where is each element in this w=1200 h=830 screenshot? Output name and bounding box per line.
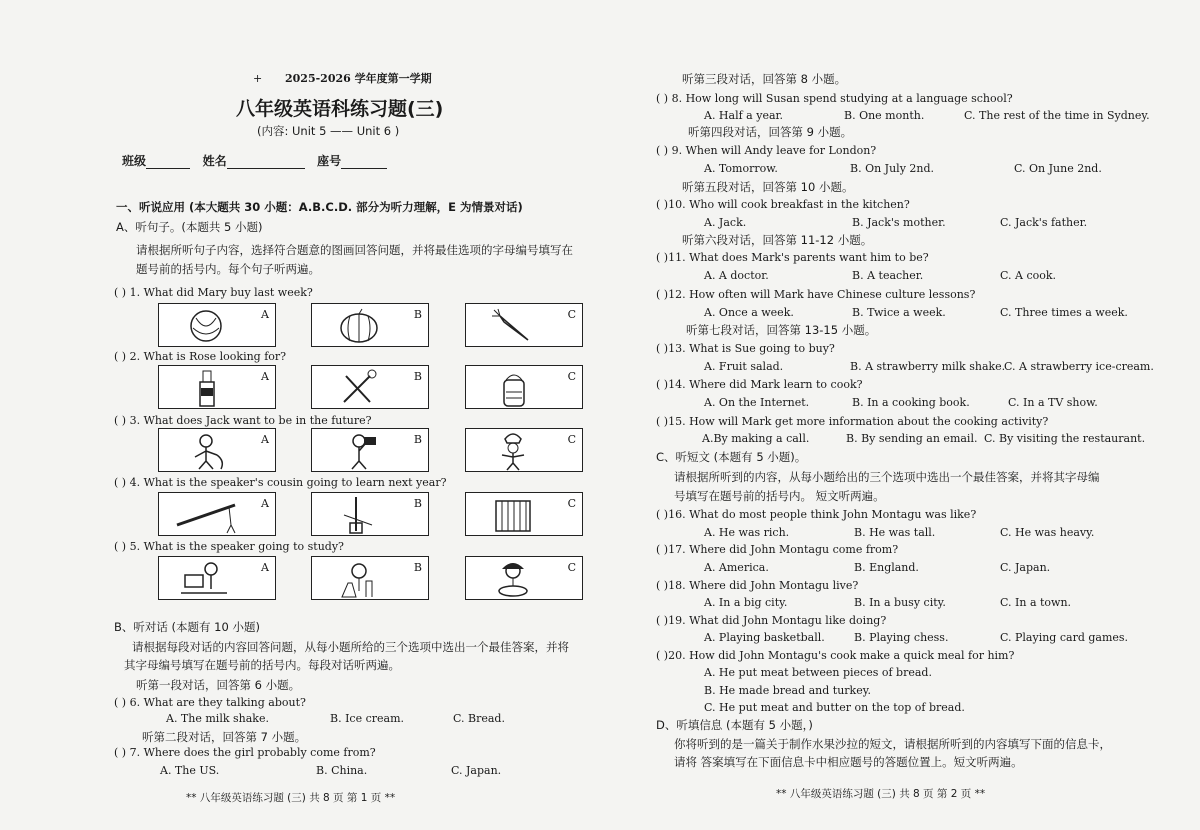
q2-option-c-box[interactable] (465, 365, 583, 409)
q1-option-c-box[interactable] (465, 303, 583, 347)
q7-option-a[interactable]: A. The US. (160, 764, 220, 777)
q10-option-a[interactable]: A. Jack. (704, 216, 747, 229)
q7-option-b[interactable]: B. China. (316, 764, 368, 777)
q18-option-a[interactable]: A. In a big city. (704, 596, 788, 609)
question-6: ( ) 6. What are they talking about? (114, 696, 306, 709)
option-letter: A (261, 497, 269, 510)
q11-option-c[interactable]: C. A cook. (1000, 269, 1057, 282)
class-label: 班级 (122, 154, 147, 168)
option-letter: B (413, 370, 422, 383)
q15-option-a[interactable]: A.By making a call. (702, 432, 810, 445)
q1-option-a-box[interactable] (158, 303, 276, 347)
q3-option-c-box[interactable] (465, 428, 583, 472)
spoon-fork-icon (334, 368, 384, 408)
q19-option-b[interactable]: B. Playing chess. (854, 631, 949, 644)
section-1-heading: 一、听说应用 (本大题共 30 小题：A.B.C.D. 部分为听力理解，E 为情景对话) (116, 200, 523, 214)
dialogue-1-note: 听第一段对话，回答第 6 小题。 (136, 678, 301, 692)
question-19: ( )19. What did John Montagu like doing? (656, 614, 887, 627)
question-8: ( ) 8. How long will Susan spend studying at a language school? (656, 92, 1013, 105)
right-page (600, 0, 1200, 830)
question-9: ( ) 9. When will Andy leave for London? (656, 144, 877, 157)
q14-option-a[interactable]: A. On the Internet. (704, 396, 810, 409)
cooking-girl-icon (488, 559, 538, 599)
q13-option-c[interactable]: C. A strawberry ice-cream. (1004, 360, 1154, 373)
q2-option-b-box[interactable] (311, 365, 429, 409)
option-letter: A (261, 561, 269, 574)
section-a-instructions-1: 请根据所听句子内容，选择符合题意的图画回答问题，并将最佳选项的字母编号填写在 (136, 243, 573, 257)
option-letter: C (567, 561, 576, 574)
section-a-heading: A、听句子。(本题共 5 小题) (116, 220, 263, 234)
q13-option-b[interactable]: B. A strawberry milk shake. (850, 360, 1006, 373)
student-info-row (122, 152, 387, 169)
question-14: ( )14. Where did Mark learn to cook? (656, 378, 863, 391)
option-letter: C (567, 370, 576, 383)
question-5: ( ) 5. What is the speaker going to study? (114, 540, 344, 553)
question-15: ( )15. How will Mark get more information about the cooking activity? (656, 415, 1049, 428)
q17-option-b[interactable]: B. England. (854, 561, 919, 574)
cabbage-icon (181, 306, 231, 346)
computer-student-icon (181, 559, 231, 599)
question-2: ( ) 2. What is Rose looking for? (114, 350, 287, 363)
q4-option-a-box[interactable] (158, 492, 276, 536)
question-17: ( )17. Where did John Montagu come from? (656, 543, 899, 556)
section-b-heading: B、听对话 (本题有 10 小题) (114, 620, 260, 634)
q17-option-a[interactable]: A. America. (704, 561, 769, 574)
erhu-icon (334, 495, 384, 535)
q16-option-b[interactable]: B. He was tall. (854, 526, 936, 539)
section-d-instructions-1: 你将听到的是一篇关于制作水果沙拉的短文，请根据所听到的内容填写下面的信息卡， (674, 737, 1111, 751)
chef-icon (488, 431, 538, 471)
q4-option-b-box[interactable] (311, 492, 429, 536)
option-letter: C (567, 433, 576, 446)
pumpkin-icon (334, 306, 384, 346)
exam-title: 八年级英语科练习题(三) (236, 98, 444, 120)
q5-option-b-box[interactable] (311, 556, 429, 600)
option-letter: B (413, 497, 422, 510)
option-letter: C (567, 497, 576, 510)
name-blank[interactable] (227, 156, 305, 169)
page-footer-2: ** 八年级英语练习题 (三) 共 8 页 第 2 页 ** (776, 788, 986, 800)
name-label: 姓名 (202, 154, 227, 168)
q20-option-c[interactable]: C. He put meat and butter on the top of bread. (704, 701, 965, 714)
q6-option-b[interactable]: B. Ice cream. (330, 712, 405, 725)
school-year: 2025-2026 学年度第一学期 (285, 72, 432, 85)
q10-option-b[interactable]: B. Jack's mother. (852, 216, 946, 229)
photographer-icon (334, 431, 384, 471)
page-footer-1: ** 八年级英语练习题 (三) 共 8 页 第 1 页 ** (186, 792, 396, 804)
question-4: ( ) 4. What is the speaker's cousin going to learn next year? (114, 476, 447, 489)
q6-option-c[interactable]: C. Bread. (453, 712, 505, 725)
q15-option-b[interactable]: B. By sending an email. (846, 432, 978, 445)
section-d-heading: D、听填信息 (本题有 5 小题，) (656, 718, 813, 732)
content-range: (内容: Unit 5 —— Unit 6 ) (257, 124, 400, 138)
option-letter: B (413, 561, 422, 574)
section-c-heading: C、听短文 (本题有 5 小题)。 (656, 450, 807, 464)
class-blank[interactable] (146, 156, 190, 169)
q7-option-c[interactable]: C. Japan. (451, 764, 502, 777)
flute-icon (173, 495, 243, 535)
carrot-icon (488, 306, 538, 346)
q9-option-a[interactable]: A. Tomorrow. (704, 162, 778, 175)
registration-mark: + (253, 72, 263, 85)
section-c-instructions-2: 号填写在题号前的括号内。 短文听两遍。 (674, 489, 885, 503)
q13-option-a[interactable]: A. Fruit salad. (704, 360, 784, 373)
section-a-instructions-2: 题号前的括号内。每个句子听两遍。 (136, 262, 320, 276)
q9-option-b[interactable]: B. On July 2nd. (850, 162, 935, 175)
q19-option-c[interactable]: C. Playing card games. (1000, 631, 1129, 644)
option-letter: A (261, 433, 269, 446)
option-letter: C (567, 308, 576, 321)
accordion-icon (488, 495, 538, 535)
section-b-instructions-1: 请根据每段对话的内容回答问题，从每小题所给的三个选项中选出一个最佳答案，并将 (132, 640, 569, 654)
q16-option-c[interactable]: C. He was heavy. (1000, 526, 1095, 539)
q1-option-b-box[interactable] (311, 303, 429, 347)
dialogue-4-note: 听第四段对话，回答第 9 小题。 (688, 125, 853, 139)
q8-option-c[interactable]: C. The rest of the time in Sydney. (964, 109, 1150, 122)
q12-option-a[interactable]: A. Once a week. (704, 306, 794, 319)
science-lab-icon (334, 559, 384, 599)
dialogue-7-note: 听第七段对话，回答第 13-15 小题。 (686, 323, 877, 337)
q8-option-a[interactable]: A. Half a year. (704, 109, 784, 122)
q3-option-a-box[interactable] (158, 428, 276, 472)
question-7: ( ) 7. Where does the girl probably come from? (114, 746, 376, 759)
q8-option-b[interactable]: B. One month. (844, 109, 925, 122)
question-20: ( )20. How did John Montagu's cook make a quick meal for him? (656, 649, 1015, 662)
q2-option-a-box[interactable] (158, 365, 276, 409)
salt-shaker-icon (488, 368, 538, 408)
option-letter: B (413, 433, 422, 446)
q16-option-a[interactable]: A. He was rich. (704, 526, 790, 539)
q12-option-c[interactable]: C. Three times a week. (1000, 306, 1128, 319)
question-18: ( )18. Where did John Montagu live? (656, 579, 859, 592)
q6-option-a[interactable]: A. The milk shake. (166, 712, 269, 725)
question-12: ( )12. How often will Mark have Chinese culture lessons? (656, 288, 976, 301)
firefighter-icon (181, 431, 231, 471)
q12-option-b[interactable]: B. Twice a week. (852, 306, 946, 319)
question-10: ( )10. Who will cook breakfast in the kitchen? (656, 198, 910, 211)
q5-option-a-box[interactable] (158, 556, 276, 600)
question-1: ( ) 1. What did Mary buy last week? (114, 286, 313, 299)
question-13: ( )13. What is Sue going to buy? (656, 342, 835, 355)
seat-blank[interactable] (341, 156, 387, 169)
option-letter: B (413, 308, 422, 321)
dialogue-5-note: 听第五段对话，回答第 10 小题。 (682, 180, 854, 194)
q5-option-c-box[interactable] (465, 556, 583, 600)
question-11: ( )11. What does Mark's parents want him to be? (656, 251, 929, 264)
q10-option-c[interactable]: C. Jack's father. (1000, 216, 1088, 229)
q11-option-b[interactable]: B. A teacher. (852, 269, 924, 282)
q18-option-c[interactable]: C. In a town. (1000, 596, 1072, 609)
q3-option-b-box[interactable] (311, 428, 429, 472)
option-letter: A (261, 370, 269, 383)
section-d-instructions-2: 请将 答案填写在下面信息卡中相应题号的答题位置上。短文听两遍。 (674, 755, 1023, 769)
q9-option-c[interactable]: C. On June 2nd. (1014, 162, 1102, 175)
q4-option-c-box[interactable] (465, 492, 583, 536)
question-3: ( ) 3. What does Jack want to be in the future? (114, 414, 372, 427)
q11-option-a[interactable]: A. A doctor. (704, 269, 769, 282)
q20-option-b[interactable]: B. He made bread and turkey. (704, 684, 871, 697)
dialogue-6-note: 听第六段对话，回答第 11-12 小题。 (682, 233, 873, 247)
sauce-bottle-icon (181, 368, 231, 408)
q19-option-a[interactable]: A. Playing basketball. (704, 631, 825, 644)
section-b-instructions-2: 其字母编号填写在题号前的括号内。每段对话听两遍。 (124, 658, 400, 672)
q17-option-c[interactable]: C. Japan. (1000, 561, 1051, 574)
q18-option-b[interactable]: B. In a busy city. (854, 596, 946, 609)
q14-option-c[interactable]: C. In a TV show. (1008, 396, 1098, 409)
dialogue-3-note: 听第三段对话，回答第 8 小题。 (682, 72, 847, 86)
question-16: ( )16. What do most people think John Montagu was like? (656, 508, 977, 521)
q20-option-a[interactable]: A. He put meat between pieces of bread. (704, 666, 932, 679)
option-letter: A (261, 308, 269, 321)
q14-option-b[interactable]: B. In a cooking book. (852, 396, 970, 409)
q15-option-c[interactable]: C. By visiting the restaurant. (984, 432, 1146, 445)
seat-label: 座号 (317, 154, 342, 168)
section-c-instructions-1: 请根据所听到的内容，从每小题给出的三个选项中选出一个最佳答案，并将其字母编 (674, 470, 1100, 484)
dialogue-2-note: 听第二段对话，回答第 7 小题。 (142, 730, 307, 744)
